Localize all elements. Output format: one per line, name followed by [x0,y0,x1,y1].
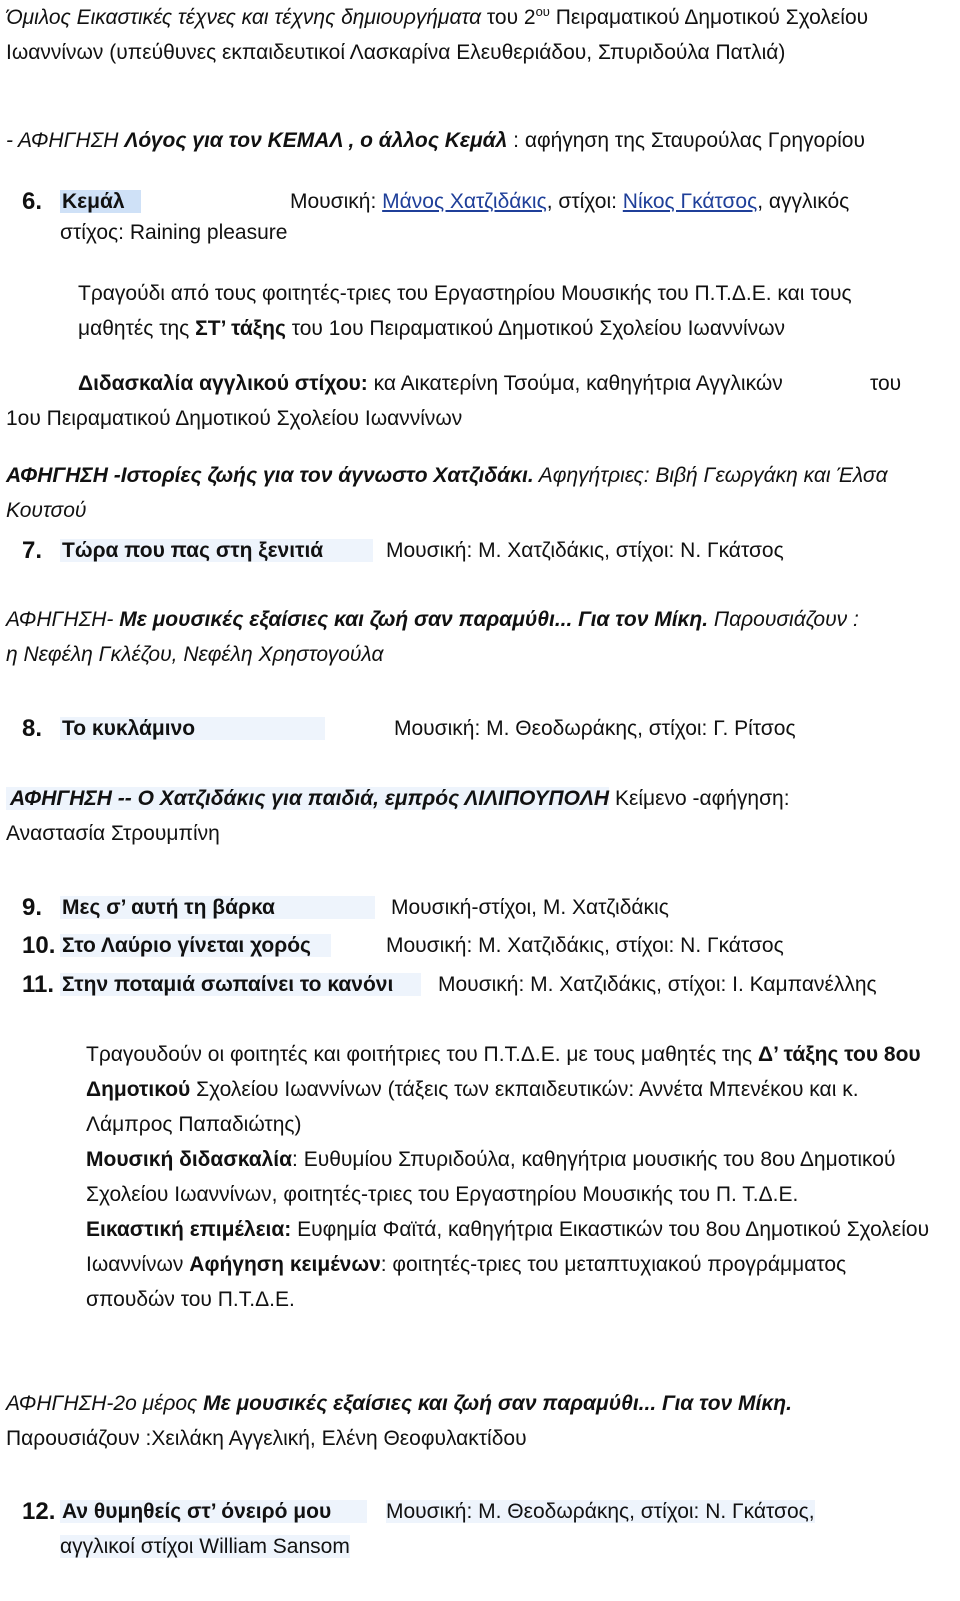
song-6-credits: Μουσική: Μάνος Χατζιδάκις, στίχοι: Νίκος Γκάτσος, αγγλικός [290,190,850,213]
song-6-title: Κεμάλ [60,184,141,219]
song-10-number: 10. [22,932,56,959]
song-6-performers: Τραγούδι από τους φοιτητές-τριες του Εργαστηρίου Μουσικής του Π.Τ.Δ.Ε. και τους μαθητές της ΣΤ’ τάξης του 1ου Πειραματικού Δημοτικού Σχολείου Ιωαννίνων [78,282,852,340]
song-6-number: 6. [22,188,43,215]
song-11-number: 11. [22,971,55,998]
document-page: Όμιλος Εικαστικές τέχνες και τέχνης δημιουργήματα του $2^{o\upsilon}$ Πειραματικού Δημοτικού Σχολείου Ιωαννίνων (υπεύθυνες εκπαιδευτικοί Λασκαρίνα Ελευθεριάδου, Σπυριδούλα Πατλιά) - ΑΦΗΓΗΣΗ Λόγος για τον ΚΕΜΑΛ , ο άλλος Κεμάλ : αφήγηση της Σταυρούλας Γρηγορίου 6. Κεμάλ Μουσική: Μάνος Χατζιδάκις, στίχοι: Νίκος Γκάτσος, αγγλικός στίχος: Raining pleasure Τραγούδι από τους φοιτητές-τριες του Εργαστηρίου Μουσικής του Π.Τ.Δ.Ε. και τους μαθητές της ΣΤ’ τάξης του 1ου Πειραματικού Δημοτικού Σχολείου Ιωαννίνων Διδασκαλία αγγλικού στίχου: κα Αικατερίνη Τσούμα, καθηγήτρια Αγγλικών του 1ου Πειραματικού Δημοτικού Σχολείου Ιωαννίνων ΑΦΗΓΗΣΗ -Ιστορίες ζωής για τον άγνωστο Χατζιδάκι. Αφηγήτριες: Βιβή Γεωργάκη και Έλσα Κουτσού 7. Τώρα που πας στη ξενιτιά Μουσική: Μ. Χατζιδάκις, στίχοι: Ν. Γκάτσος ΑΦΗΓΗΣΗ- Με μουσικές εξαίσιες και ζωή σαν παραμύθι... Για τον Μίκη. Παρουσιάζουν : η Νεφέλη Γκλέζου, Νεφέλη Χρηστογούλα 8. Το κυκλάμινο Μουσική: Μ. Θεοδωράκης, στίχοι: Γ. Ρίτσος ΑΦΗΓΗΣΗ -- Ο Χατζιδάκις για παιδιά, εμπρός ΛΙΛΙΠΟΥΠΟΛΗ Κείμενο -αφήγηση: Αναστασία Στρουμπίνη 9. Μες σ’ αυτή τη βάρκα Μουσική-στίχοι, Μ. Χατζιδάκις 10. Στο Λαύριο γίνεται χορός Μουσική: Μ. Χατζιδάκις, στίχοι: Ν. Γκάτσος 11. Στην ποταμιά σωπαίνει το κανόνι Μουσική: Μ. Χατζιδάκις, στίχοι: Ι. Καμπανέλλης Τραγουδούν οι φοιτητές και φοιτήτριες του Π.Τ.Δ.Ε. με τους μαθητές της Δ’ τάξης του 8ου Δημοτικού Σχολείου Ιωαννίνων (τάξεις των εκπαιδευτικών: Αννέτα Μπενέκου και κ. Λάμπρος Παπαδιώτης) Μουσική διδασκαλία: Ευθυμίου Σπυριδούλα, καθηγήτρια μουσικής του 8ου Δημοτικού Σχολείου Ιωαννίνων, φοιτητές-τριες του Εργαστηρίου Μουσικής του Π. Τ.Δ.Ε. Εικαστική επιμέλεια: Ευφημία Φαϊτά, καθηγήτρια Εικαστικών του 8ου Δημοτικού Σχολείου Ιωαννίνων Αφήγηση κειμένων: φοιτητές-τριες του μεταπτυχιακού προγράμματος σπουδών του Π.Τ.Δ.Ε. ΑΦΗΓΗΣΗ-2ο μέρος Με μουσικές εξαίσιες και ζωή σαν παραμύθι... Για τον Μίκη. Παρουσιάζουν :Χειλάκη Αγγελική, Ελένη Θεοφυλακτίδου 12. Αν θυμηθείς στ’ όνειρό μου Μουσική: Μ. Θεοδωράκης, στίχοι: Ν. Γκάτσος, αγγλικοί στίχοι William Sansom [0,0,960,1601]
song-8-number: 8. [22,715,43,742]
english-teaching-school: 1ου Πειραματικού Δημοτικού Σχολείου Ιωαννίνων [6,407,463,430]
song-10-title: Στο Λαύριο γίνεται χορός [60,928,331,963]
song-7-number: 7. [22,537,43,564]
narration-mikis: ΑΦΗΓΗΣΗ- Με μουσικές εξαίσιες και ζωή σαν παραμύθι... Για τον Μίκη. Παρουσιάζουν : [6,608,859,631]
song-8-credits: Μουσική: Μ. Θεοδωράκης, στίχοι: Γ. Ρίτσος [394,717,796,740]
song-9-credits: Μουσική-στίχοι, Μ. Χατζιδάκις [391,896,669,919]
narration-hatzidakis-stories: ΑΦΗΓΗΣΗ -Ιστορίες ζωής για τον άγνωστο Χατζιδάκι. Αφηγήτριες: Βιβή Γεωργάκη και Έλσα [6,464,888,487]
club-intro: Όμιλος Εικαστικές τέχνες και τέχνης δημιουργήματα του $2^{o\upsilon}$ Πειραματικού Δημοτικού Σχολείου Ιωαννίνων (υπεύθυνες εκπαιδευτικοί Λασκαρίνα Ελευθεριάδου, Σπυριδούλα Πατλιά) [6,4,869,64]
songs-9-11-performers: Τραγουδούν οι φοιτητές και φοιτήτριες του Π.Τ.Δ.Ε. με τους μαθητές της Δ’ τάξης του 8ου Δημοτικού Σχολείου Ιωαννίνων (τάξεις των εκπαιδευτικών: Αννέτα Μπενέκου και κ. Λάμπρος Παπαδιώτης) Μουσική διδασκαλία: Ευθυμίου Σπυριδούλα, καθηγήτρια μουσικής του 8ου Δημοτικού Σχολείου Ιωαννίνων, φοιτητές-τριες του Εργαστηρίου Μουσικής του Π. Τ.Δ.Ε. Εικαστική επιμέλεια: Ευφημία Φαϊτά, καθηγήτρια Εικαστικών του 8ου Δημοτικού Σχολείου Ιωαννίνων Αφήγηση κειμένων: φοιτητές-τριες του μεταπτυχιακού προγράμματος σπουδών του Π.Τ.Δ.Ε. [86,1037,930,1317]
song-6-english-lyrics: στίχος: Raining pleasure [60,221,288,244]
song-8-title: Το κυκλάμινο [60,711,325,746]
song-12-title: Αν θυμηθείς στ’ όνειρό μου [60,1494,367,1529]
song-9-number: 9. [22,894,43,921]
song-9-title: Μες σ’ αυτή τη βάρκα [60,890,375,925]
club-name: Όμιλος Εικαστικές τέχνες και τέχνης δημιουργήματα [6,6,482,29]
music-teaching: Μουσική διδασκαλία: Ευθυμίου Σπυριδούλα, καθηγήτρια μουσικής του 8ου Δημοτικού Σχολείου Ιωαννίνων, φοιτητές-τριες του Εργαστηρίου Μουσικής του Π. Τ.Δ.Ε. [86,1148,896,1206]
song-12-number: 12. [22,1498,56,1525]
song-12-credits: Μουσική: Μ. Θεοδωράκης, στίχοι: Ν. Γκάτσος, [386,1500,815,1523]
narration-mikis-part2: ΑΦΗΓΗΣΗ-2ο μέρος Με μουσικές εξαίσιες και ζωή σαν παραμύθι... Για τον Μίκη. [6,1392,792,1415]
song-11-credits: Μουσική: Μ. Χατζιδάκις, στίχοι: Ι. Καμπανέλλης [438,973,877,996]
narration-kemal: - ΑΦΗΓΗΣΗ Λόγος για τον ΚΕΜΑΛ , ο άλλος Κεμάλ : αφήγηση της Σταυρούλας Γρηγορίου [6,129,865,152]
song-7-title: Τώρα που πας στη ξενιτιά [60,533,373,568]
lyricist-link[interactable]: Νίκος Γκάτσος [622,190,758,213]
art-direction: Εικαστική επιμέλεια: Ευφημία Φαϊτά, καθηγήτρια Εικαστικών του 8ου Δημοτικού Σχολείου Ιωαννίνων Αφήγηση κειμένων: φοιτητές-τριες του μεταπτυχιακού προγράμματος σπουδών του Π.Τ.Δ.Ε. [86,1218,930,1311]
song-11-title: Στην ποταμιά σωπαίνει το κανόνι [60,967,421,1002]
song-10-credits: Μουσική: Μ. Χατζιδάκις, στίχοι: Ν. Γκάτσος [386,934,784,957]
composer-link[interactable]: Μάνος Χατζιδάκις [382,190,547,213]
song-7-credits: Μουσική: Μ. Χατζιδάκις, στίχοι: Ν. Γκάτσος [386,539,784,562]
narration-lilipoupoli: ΑΦΗΓΗΣΗ -- Ο Χατζιδάκις για παιδιά, εμπρός ΛΙΛΙΠΟΥΠΟΛΗ Κείμενο -αφήγηση: [6,781,946,816]
song-12-english-lyrics: αγγλικοί στίχοι William Sansom [60,1535,350,1558]
english-teaching: Διδασκαλία αγγλικού στίχου: κα Αικατερίνη Τσούμα, καθηγήτρια Αγγλικών [78,372,783,395]
